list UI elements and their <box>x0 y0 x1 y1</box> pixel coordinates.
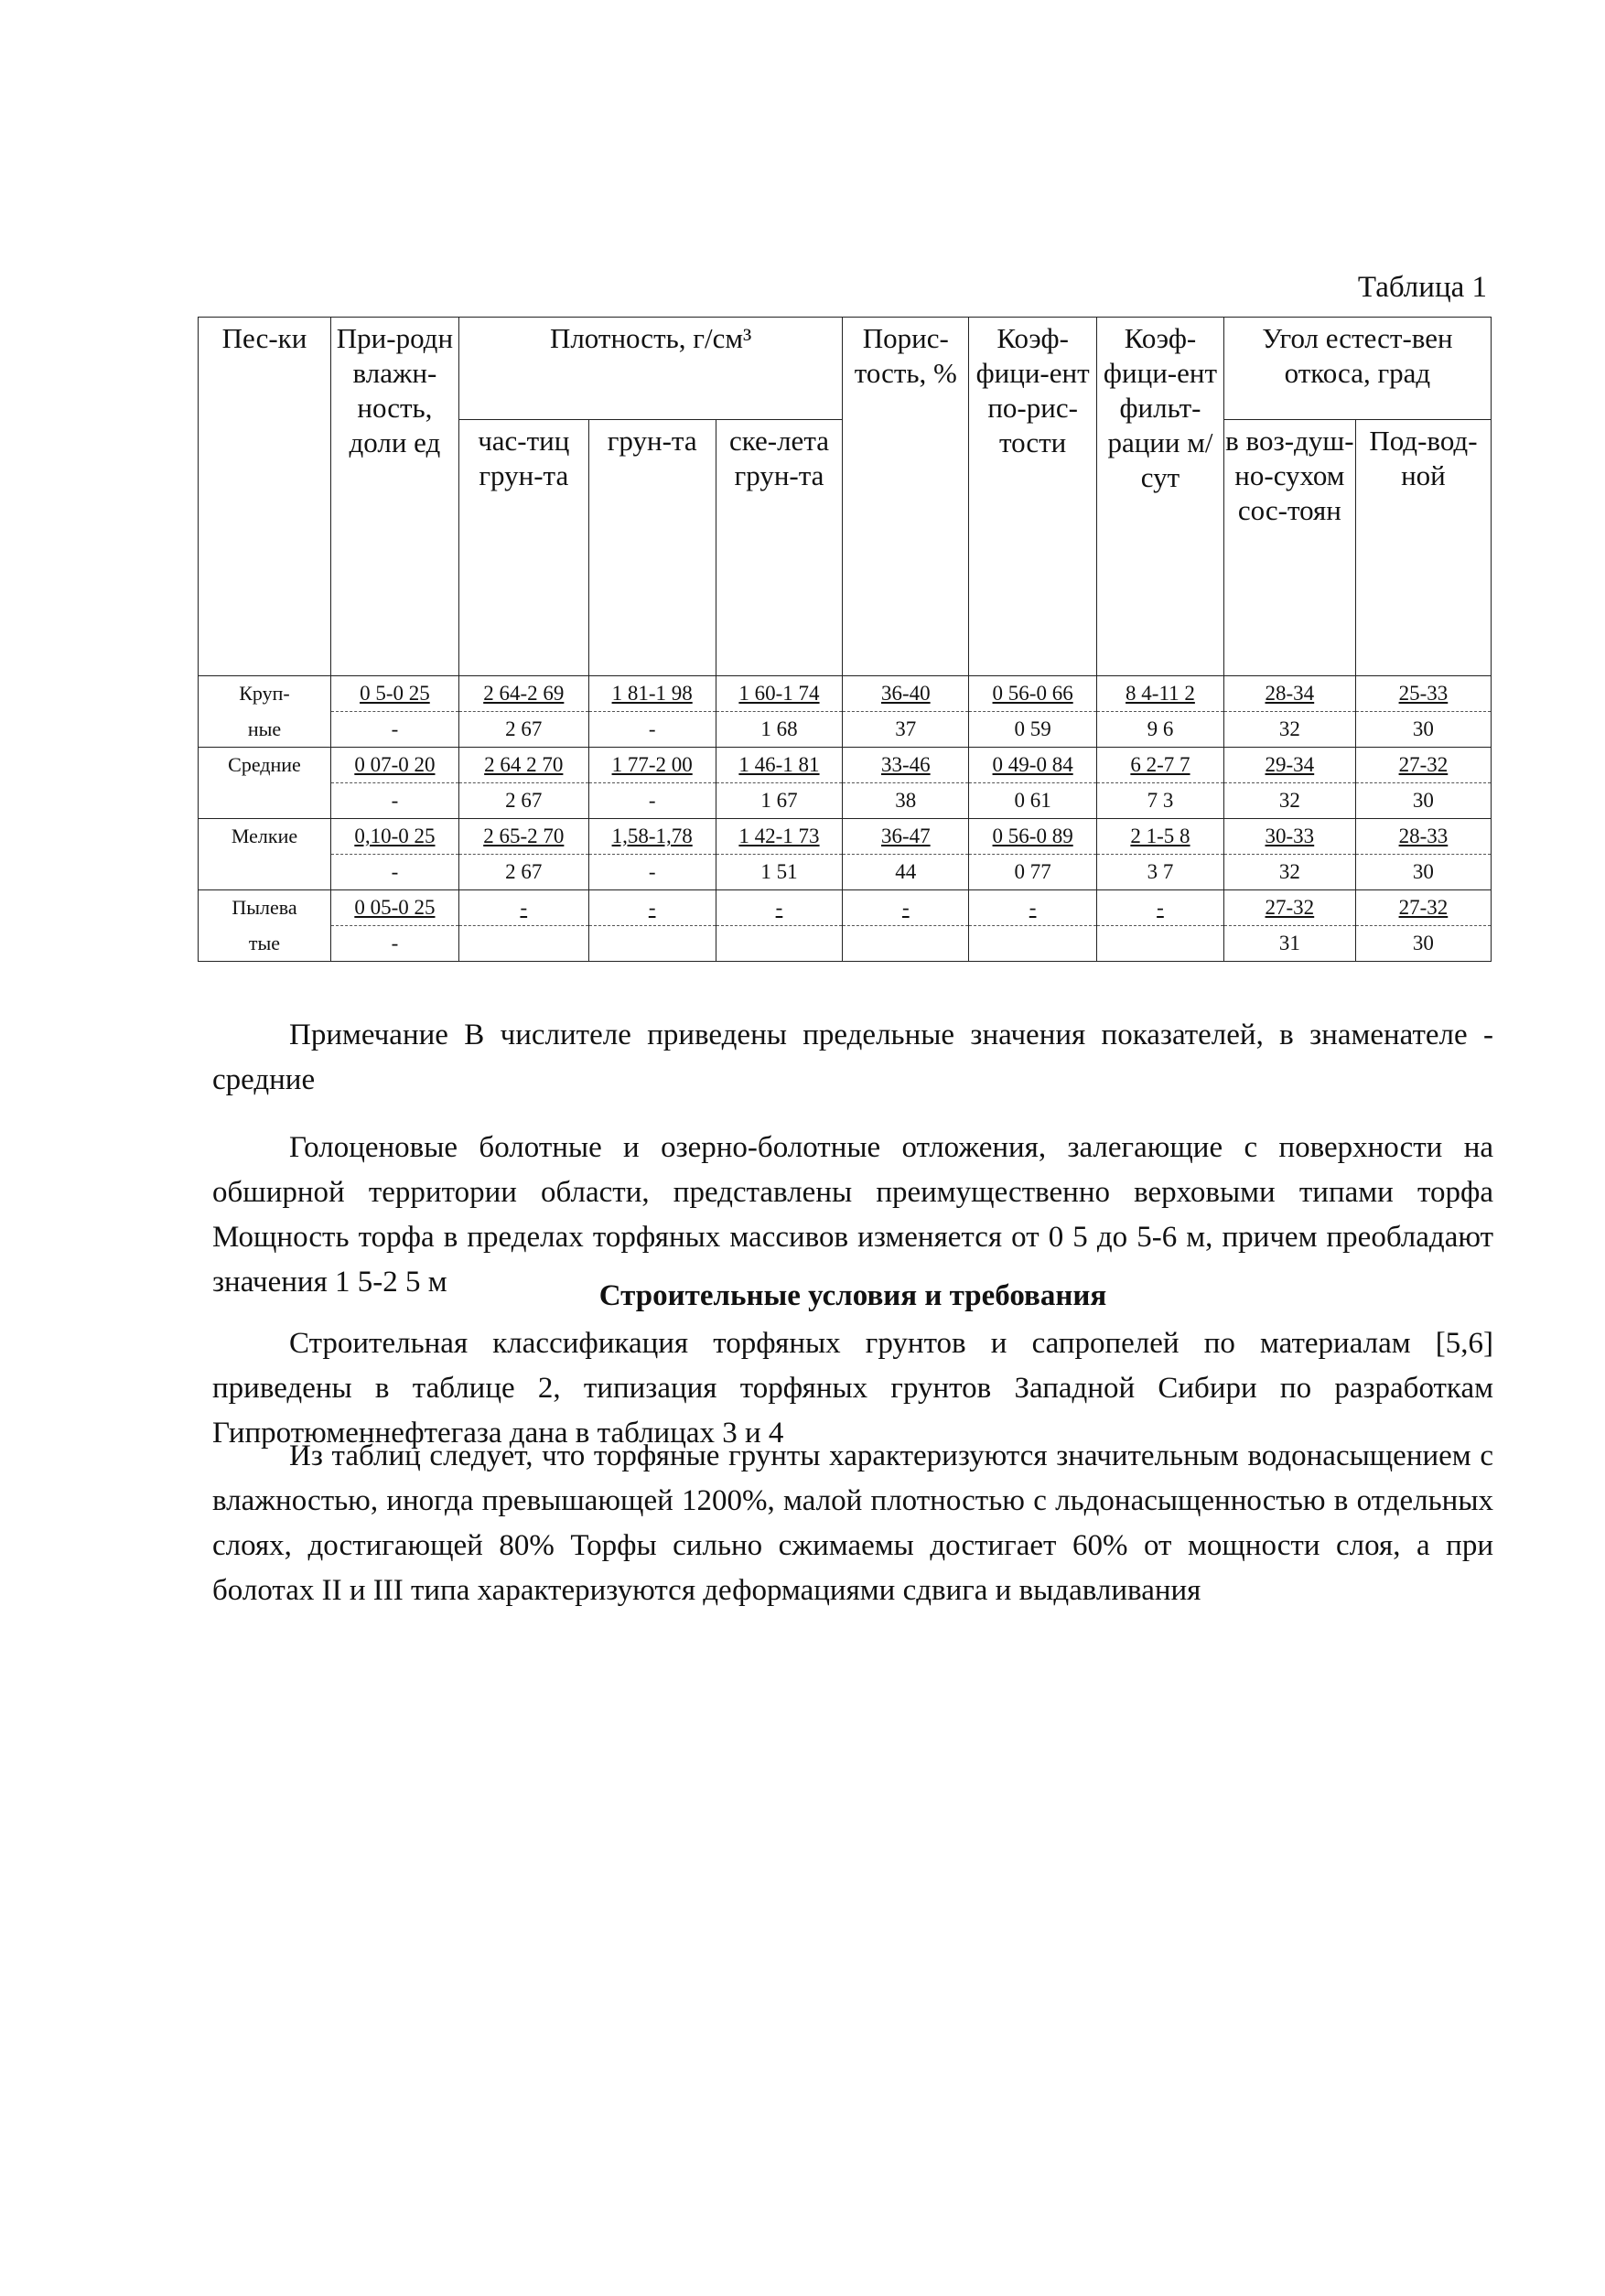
cell-soil-bot <box>588 855 716 890</box>
cell-soil-top <box>588 890 716 926</box>
cell-water-bot <box>1355 783 1491 819</box>
header-density-skeleton: ске-лета грун-та <box>716 420 843 676</box>
cell-value: 36-47 <box>880 825 931 847</box>
cell-pcoef-top <box>969 676 1097 712</box>
cell-value: 9 6 <box>1147 717 1174 740</box>
cell-pcoef-bot <box>969 783 1097 819</box>
cell-porosity-bot <box>843 783 969 819</box>
cell-moisture-bot <box>330 712 458 748</box>
cell-value: 1 60-1 74 <box>738 682 820 705</box>
cell-value: 1 77-2 00 <box>611 753 693 776</box>
header-sands: Пес-ки <box>199 318 331 676</box>
cell-value: - <box>648 896 656 919</box>
cell-porosity-bot <box>843 855 969 890</box>
cell-air-top <box>1223 748 1355 783</box>
cell-value: 27-32 <box>1398 896 1449 919</box>
cell-value: - <box>648 860 656 883</box>
cell-name-bot <box>199 712 331 748</box>
cell-value: 0 49-0 84 <box>992 753 1073 776</box>
cell-filt-bot <box>1097 783 1224 819</box>
cell-value: 0 59 <box>1014 717 1051 740</box>
cell-particles-bot <box>458 855 588 890</box>
table-caption: Таблица 1 <box>1357 271 1487 304</box>
cell-value: 25-33 <box>1398 682 1449 705</box>
cell-value: 30 <box>1412 789 1434 812</box>
table-note: Примечание В числителе приведены предельные значения показателей, в знаменателе - средние <box>212 1019 1493 1096</box>
cell-value: 28-33 <box>1398 825 1449 847</box>
cell-particles-top <box>458 748 588 783</box>
cell-value: 31 <box>1278 932 1300 954</box>
header-density-particles: час-тиц грун-та <box>458 420 588 676</box>
cell-value: 37 <box>895 717 917 740</box>
cell-value: ные <box>247 717 282 740</box>
header-filtration-coef: Коэф-фици-ент фильт-рации м/сут <box>1097 318 1224 676</box>
cell-water-top <box>1355 676 1491 712</box>
cell-filt-bot <box>1097 926 1224 962</box>
cell-value: Круп- <box>239 682 290 706</box>
cell-filt-top <box>1097 748 1224 783</box>
cell-water-bot <box>1355 926 1491 962</box>
cell-particles-bot <box>458 926 588 962</box>
cell-skeleton-bot <box>716 783 843 819</box>
cell-value: Пылева <box>232 896 297 920</box>
cell-value: - <box>391 717 399 740</box>
cell-skeleton-top <box>716 748 843 783</box>
header-porosity-coef: Коэф-фици-ент по-рис-тости <box>969 318 1097 676</box>
paragraph-holocene: Голоценовые болотные и озерно-болотные отложения, залегающие с поверхности на обширной территории области, представлены преимущественно верховыми типами торфа Мощность торфа в пределах торфяных массивов изменяется от 0 5 до 5-6 м, причем преобладают значения 1 5-2 5 м <box>212 1131 1493 1299</box>
cell-value: - <box>901 896 910 919</box>
cell-moisture-top <box>330 676 458 712</box>
table-row-top <box>199 748 1492 783</box>
cell-pcoef-bot <box>969 926 1097 962</box>
cell-value: - <box>1029 896 1037 919</box>
cell-value: 3 7 <box>1147 860 1174 883</box>
cell-value: 32 <box>1278 717 1300 740</box>
cell-soil-bot <box>588 783 716 819</box>
cell-pcoef-bot <box>969 712 1097 748</box>
cell-air-top <box>1223 819 1355 855</box>
cell-value: 2 64 2 70 <box>484 753 564 776</box>
cell-value: 6 2-7 7 <box>1130 753 1190 776</box>
cell-porosity-bot <box>843 712 969 748</box>
cell-pcoef-top <box>969 748 1097 783</box>
cell-value: - <box>1157 896 1164 919</box>
cell-value: 29-34 <box>1265 753 1315 776</box>
cell-value: 30 <box>1412 932 1434 954</box>
cell-moisture-bot <box>330 855 458 890</box>
cell-air-top <box>1223 676 1355 712</box>
table-row-top <box>199 676 1492 712</box>
cell-water-bot <box>1355 712 1491 748</box>
cell-skeleton-top <box>716 676 843 712</box>
cell-filt-top <box>1097 819 1224 855</box>
cell-porosity-top <box>843 890 969 926</box>
cell-value: 0 61 <box>1014 789 1051 812</box>
paragraph-classification: Строительная классификация торфяных грунтов и сапропелей по материалам [5,6] приведены в таблице 2, типизация торфяных грунтов Западной Сибири по разработкам Гипротюменнефтегаза дана в таблицах 3 и 4 <box>212 1327 1493 1450</box>
cell-value: тые <box>248 931 281 954</box>
header-density: Плотность, г/см³ <box>458 318 843 420</box>
cell-value: 0 56-0 66 <box>992 682 1073 705</box>
cell-filt-bot <box>1097 712 1224 748</box>
cell-value: 27-32 <box>1265 896 1315 919</box>
cell-value: 32 <box>1278 789 1300 812</box>
cell-value: 30-33 <box>1265 825 1315 847</box>
cell-value: 0 07-0 20 <box>354 753 436 776</box>
cell-air-top <box>1223 890 1355 926</box>
table-row-bot <box>199 926 1492 962</box>
cell-value: 1 81-1 98 <box>611 682 693 705</box>
cell-name-top <box>199 819 331 855</box>
cell-value: - <box>648 789 656 812</box>
cell-moisture-bot <box>330 926 458 962</box>
cell-value: 28-34 <box>1265 682 1315 705</box>
cell-name-bot <box>199 855 331 890</box>
cell-value: Мелкие <box>231 825 298 848</box>
cell-value: 1 51 <box>760 860 798 883</box>
cell-pcoef-top <box>969 890 1097 926</box>
cell-skeleton-bot <box>716 855 843 890</box>
cell-soil-bot <box>588 712 716 748</box>
cell-soil-top <box>588 676 716 712</box>
cell-moisture-top <box>330 819 458 855</box>
header-angle: Угол естест-вен откоса, град <box>1223 318 1491 420</box>
cell-value: 0,10-0 25 <box>354 825 436 847</box>
cell-value: 27-32 <box>1398 753 1449 776</box>
header-moisture: При-родн влажн-ность, доли ед <box>330 318 458 676</box>
header-density-soil: грун-та <box>588 420 716 676</box>
cell-particles-top <box>458 890 588 926</box>
cell-value: 2 67 <box>505 717 543 740</box>
cell-filt-top <box>1097 890 1224 926</box>
table-row-bot <box>199 855 1492 890</box>
cell-soil-top <box>588 819 716 855</box>
cell-value: 0 56-0 89 <box>992 825 1073 847</box>
cell-value: 7 3 <box>1147 789 1174 812</box>
cell-soil-top <box>588 748 716 783</box>
cell-value: 44 <box>895 860 917 883</box>
cell-value: 33-46 <box>880 753 931 776</box>
cell-value: 30 <box>1412 717 1434 740</box>
cell-value: Средние <box>228 753 301 777</box>
cell-value: - <box>391 860 399 883</box>
cell-skeleton-top <box>716 819 843 855</box>
cell-water-top <box>1355 890 1491 926</box>
cell-air-bot <box>1223 783 1355 819</box>
cell-water-bot <box>1355 855 1491 890</box>
cell-value: 1 68 <box>760 717 798 740</box>
cell-pcoef-bot <box>969 855 1097 890</box>
cell-porosity-top <box>843 819 969 855</box>
cell-value: - <box>775 896 783 919</box>
cell-value: 1 67 <box>760 789 798 812</box>
cell-air-bot <box>1223 855 1355 890</box>
cell-value: 2 67 <box>505 789 543 812</box>
cell-value: 36-40 <box>880 682 931 705</box>
cell-particles-bot <box>458 712 588 748</box>
cell-porosity-bot <box>843 926 969 962</box>
cell-porosity-top <box>843 748 969 783</box>
cell-value: - <box>520 896 528 919</box>
cell-porosity-top <box>843 676 969 712</box>
cell-value: 1 46-1 81 <box>738 753 820 776</box>
table-row-bot <box>199 712 1492 748</box>
cell-water-top <box>1355 748 1491 783</box>
cell-skeleton-bot <box>716 712 843 748</box>
cell-value: - <box>391 789 399 812</box>
cell-value: - <box>391 932 399 954</box>
cell-name-top <box>199 890 331 926</box>
cell-name-top <box>199 748 331 783</box>
cell-value: 0 5-0 25 <box>360 682 430 705</box>
cell-filt-bot <box>1097 855 1224 890</box>
cell-value: 32 <box>1278 860 1300 883</box>
cell-value: 1,58-1,78 <box>611 825 693 847</box>
paragraph-peat-properties: Из таблиц следует, что торфяные грунты характеризуются значительным водонасыщением с влажностью, иногда превышающей 1200%, малой плотностью с льдонасыщенностью в отдельных слоях, достигающей 80% Торфы сильно сжимаемы достигает 60% от мощности слоя, а при болотах II и III типа характеризуются деформациями сдвига и выдавливания <box>212 1439 1493 1607</box>
cell-air-bot <box>1223 926 1355 962</box>
header-angle-air: в воз-душ-но-сухом сос-тоян <box>1223 420 1355 676</box>
cell-particles-bot <box>458 783 588 819</box>
cell-soil-bot <box>588 926 716 962</box>
cell-value: 8 4-11 2 <box>1126 682 1195 705</box>
cell-name-top <box>199 676 331 712</box>
cell-particles-top <box>458 676 588 712</box>
cell-name-bot <box>199 926 331 962</box>
cell-pcoef-top <box>969 819 1097 855</box>
cell-value: 2 64-2 69 <box>483 682 565 705</box>
cell-value: 38 <box>895 789 917 812</box>
cell-value: 30 <box>1412 860 1434 883</box>
cell-moisture-bot <box>330 783 458 819</box>
table-row-top <box>199 890 1492 926</box>
table-row-top <box>199 819 1492 855</box>
cell-filt-top <box>1097 676 1224 712</box>
cell-value: 2 1-5 8 <box>1130 825 1190 847</box>
cell-air-bot <box>1223 712 1355 748</box>
table-row-bot <box>199 783 1492 819</box>
cell-name-bot <box>199 783 331 819</box>
sand-properties-table <box>198 317 1492 962</box>
header-porosity: Порис-тость, % <box>843 318 969 676</box>
cell-moisture-top <box>330 748 458 783</box>
cell-skeleton-bot <box>716 926 843 962</box>
cell-value: 0 77 <box>1014 860 1051 883</box>
cell-skeleton-top <box>716 890 843 926</box>
cell-value: 2 65-2 70 <box>483 825 565 847</box>
cell-value: 0 05-0 25 <box>354 896 436 919</box>
cell-particles-top <box>458 819 588 855</box>
cell-moisture-top <box>330 890 458 926</box>
cell-water-top <box>1355 819 1491 855</box>
header-angle-water: Под-вод-ной <box>1355 420 1491 676</box>
section-heading: Строительные условия и требования <box>598 1279 1107 1312</box>
cell-value: - <box>648 717 656 740</box>
cell-value: 2 67 <box>505 860 543 883</box>
cell-value: 1 42-1 73 <box>738 825 820 847</box>
